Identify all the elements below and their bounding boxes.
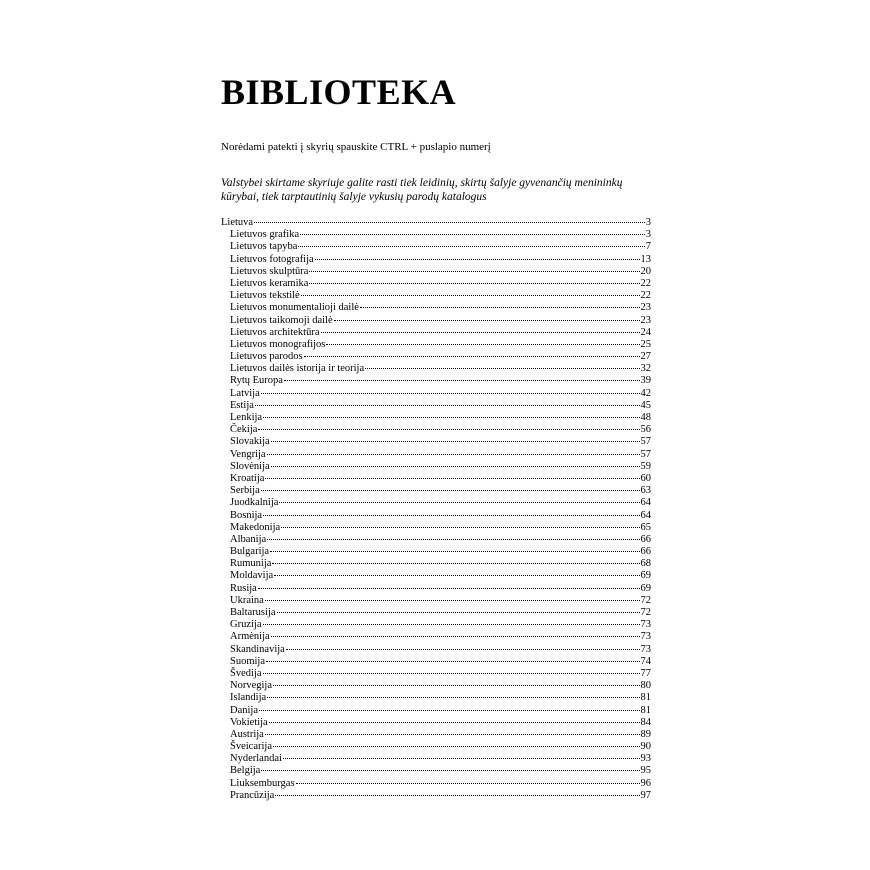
- toc-entry-page-number: 69: [640, 570, 651, 582]
- toc-entry-page-number: 60: [640, 472, 651, 484]
- toc-entry[interactable]: [221, 412, 651, 424]
- toc-entry-label: Slovakija: [230, 436, 270, 448]
- toc-entry[interactable]: [221, 241, 651, 253]
- toc-entry-page-number: 69: [640, 582, 651, 594]
- toc-dot-leader: [321, 332, 640, 333]
- toc-dot-leader: [267, 454, 640, 455]
- toc-entry-page-number: 89: [640, 728, 651, 740]
- toc-dot-leader: [265, 734, 640, 735]
- toc-entry[interactable]: [221, 705, 651, 717]
- toc-entry[interactable]: [221, 278, 651, 290]
- toc-entry-label: Lietuvos architektūra: [230, 326, 320, 338]
- toc-dot-leader: [300, 234, 645, 235]
- toc-entry-label: Lietuva: [221, 217, 254, 228]
- toc-entry-label: Lietuvos tapyba: [230, 241, 298, 253]
- toc-entry-page-number: 97: [640, 789, 651, 801]
- toc-entry-page-number: 73: [640, 643, 651, 655]
- toc-entry-page-number: 7: [645, 241, 651, 253]
- toc-entry[interactable]: [221, 217, 651, 229]
- toc-entry-label: Lietuvos dailės istorija ir teorija: [230, 363, 365, 375]
- toc-entry[interactable]: [221, 449, 651, 461]
- toc-entry-label: Latvija: [230, 387, 260, 399]
- toc-entry[interactable]: [221, 558, 651, 570]
- toc-dot-leader: [274, 575, 639, 576]
- toc-entry-page-number: 95: [640, 765, 651, 777]
- toc-entry-label: Austrija: [230, 728, 264, 740]
- toc-entry[interactable]: [221, 778, 651, 790]
- toc-entry-label: Norvegija: [230, 680, 272, 692]
- toc-dot-leader: [301, 295, 640, 296]
- toc-dot-leader: [272, 563, 639, 564]
- toc-entry[interactable]: [221, 315, 651, 327]
- toc-entry-page-number: 45: [640, 399, 651, 411]
- toc-entry-label: Ukraina: [230, 594, 264, 606]
- toc-dot-leader: [284, 380, 640, 381]
- toc-entry-page-number: 73: [640, 631, 651, 643]
- toc-entry-page-number: 48: [640, 412, 651, 423]
- toc-dot-leader: [271, 636, 640, 637]
- toc-entry[interactable]: [221, 534, 651, 546]
- toc-entry[interactable]: [221, 485, 651, 497]
- toc-entry-page-number: 59: [640, 460, 651, 472]
- toc-entry-page-number: 84: [640, 716, 651, 728]
- toc-dot-leader: [263, 417, 639, 418]
- toc-dot-leader: [296, 783, 640, 784]
- toc-entry-page-number: 56: [640, 424, 651, 436]
- toc-entry-label: Lietuvos monumentalioji dailė: [230, 302, 359, 314]
- toc-entry-label: Armėnija: [230, 631, 270, 643]
- toc-dot-leader: [267, 539, 639, 540]
- toc-dot-leader: [254, 222, 645, 223]
- toc-dot-leader: [263, 515, 639, 516]
- toc-entry-page-number: 81: [640, 692, 651, 704]
- toc-entry[interactable]: [221, 254, 651, 266]
- toc-dot-leader: [304, 356, 640, 357]
- toc-entry[interactable]: [221, 619, 651, 631]
- toc-entry-label: Lietuvos grafika: [230, 229, 300, 241]
- toc-entry[interactable]: [221, 424, 651, 436]
- toc-entry-label: Vengrija: [230, 448, 266, 460]
- toc-dot-leader: [259, 710, 640, 711]
- toc-entry-page-number: 90: [640, 741, 651, 753]
- toc-dot-leader: [267, 697, 639, 698]
- toc-entry-page-number: 32: [640, 363, 651, 375]
- toc-entry[interactable]: [221, 765, 651, 777]
- toc-entry-label: Islandija: [230, 692, 267, 704]
- toc-dot-leader: [266, 661, 639, 662]
- toc-entry[interactable]: [221, 375, 651, 387]
- toc-entry[interactable]: [221, 668, 651, 680]
- toc-entry-page-number: 72: [640, 594, 651, 606]
- toc-entry-label: Lietuvos fotografija: [230, 253, 314, 265]
- toc-entry-page-number: 66: [640, 533, 651, 545]
- toc-dot-leader: [265, 478, 639, 479]
- toc-entry-label: Prancūzija: [230, 789, 275, 801]
- toc-dot-leader: [258, 429, 639, 430]
- toc-entry-page-number: 39: [640, 375, 651, 387]
- toc-entry[interactable]: [221, 522, 651, 534]
- page-title: BIBLIOTEKA: [221, 72, 457, 112]
- toc-dot-leader: [281, 527, 639, 528]
- toc-entry-page-number: 96: [640, 777, 651, 789]
- toc-entry-page-number: 13: [640, 253, 651, 265]
- toc-entry-label: Bulgarija: [230, 546, 270, 558]
- toc-dot-leader: [269, 722, 640, 723]
- toc-entry-label: Nyderlandai: [230, 753, 282, 765]
- toc-entry-label: Lietuvos skulptūra: [230, 265, 309, 277]
- toc-dot-leader: [258, 588, 640, 589]
- toc-entry-label: Vokietija: [230, 716, 268, 728]
- toc-entry-label: Čekija: [230, 424, 258, 436]
- toc-entry-label: Rumunija: [230, 558, 272, 570]
- table-of-contents: [221, 217, 651, 802]
- toc-entry-page-number: 72: [640, 607, 651, 618]
- toc-entry-page-number: 22: [640, 277, 651, 289]
- toc-entry[interactable]: [221, 461, 651, 473]
- toc-dot-leader: [275, 795, 639, 796]
- toc-dot-leader: [265, 600, 640, 601]
- toc-entry-label: Juodkalnija: [230, 497, 279, 509]
- toc-dot-leader: [309, 283, 639, 284]
- toc-entry-page-number: 57: [640, 436, 651, 448]
- intro-paragraph: Valstybei skirtame skyriuje galite rasti tiek leidinių, skirtų šalyje gyvenančių menininkų kūrybai, tiek tarptautinių šalyje vykusių parodų katalogus: [221, 177, 623, 203]
- toc-entry-label: Lietuvos tekstilė: [230, 290, 300, 302]
- toc-entry[interactable]: [221, 327, 651, 339]
- toc-entry-label: Lietuvos parodos: [230, 351, 303, 363]
- toc-entry-page-number: 81: [640, 704, 651, 716]
- toc-entry-page-number: 65: [640, 521, 651, 533]
- toc-entry-page-number: 22: [640, 290, 651, 302]
- toc-entry[interactable]: [221, 692, 651, 704]
- toc-entry-label: Lietuvos monografijos: [230, 338, 326, 350]
- toc-entry[interactable]: [221, 290, 651, 302]
- toc-entry-label: Skandinavija: [230, 643, 285, 655]
- toc-dot-leader: [334, 320, 640, 321]
- toc-entry[interactable]: [221, 302, 651, 314]
- toc-entry[interactable]: [221, 388, 651, 400]
- toc-entry-label: Gruzija: [230, 619, 262, 631]
- toc-dot-leader: [298, 246, 644, 247]
- toc-entry-page-number: 20: [640, 265, 651, 277]
- toc-entry-label: Lietuvos keramika: [230, 277, 309, 289]
- toc-entry-label: Moldavija: [230, 570, 274, 582]
- toc-entry-page-number: 23: [640, 314, 651, 326]
- toc-entry-page-number: 77: [640, 667, 651, 679]
- toc-entry[interactable]: [221, 607, 651, 619]
- toc-entry-label: Belgija: [230, 765, 261, 777]
- toc-entry-label: Rusija: [230, 582, 257, 594]
- toc-entry[interactable]: [221, 753, 651, 765]
- toc-entry-label: Šveicarija: [230, 741, 272, 753]
- toc-entry-page-number: 42: [640, 387, 651, 399]
- toc-entry-page-number: 80: [640, 680, 651, 692]
- toc-dot-leader: [273, 746, 640, 747]
- toc-dot-leader: [255, 405, 640, 406]
- toc-dot-leader: [271, 466, 640, 467]
- toc-entry-label: Makedonija: [230, 521, 281, 533]
- toc-entry[interactable]: [221, 790, 651, 802]
- toc-entry[interactable]: [221, 351, 651, 363]
- toc-entry-page-number: 64: [640, 497, 651, 509]
- toc-entry[interactable]: [221, 729, 651, 741]
- toc-entry-label: Liuksemburgas: [230, 777, 295, 789]
- toc-entry[interactable]: [221, 400, 651, 412]
- toc-entry[interactable]: [221, 266, 651, 278]
- toc-entry[interactable]: [221, 510, 651, 522]
- toc-dot-leader: [263, 624, 640, 625]
- toc-dot-leader: [309, 271, 639, 272]
- toc-entry[interactable]: [221, 339, 651, 351]
- toc-dot-leader: [273, 685, 640, 686]
- toc-dot-leader: [271, 441, 640, 442]
- toc-dot-leader: [326, 344, 639, 345]
- toc-entry-label: Baltarusija: [230, 607, 276, 618]
- toc-entry[interactable]: [221, 595, 651, 607]
- toc-entry[interactable]: [221, 631, 651, 643]
- toc-entry[interactable]: [221, 644, 651, 656]
- toc-dot-leader: [279, 502, 639, 503]
- toc-entry-page-number: 27: [640, 351, 651, 363]
- toc-entry-label: Suomija: [230, 655, 266, 667]
- toc-entry-page-number: 57: [640, 448, 651, 460]
- toc-entry-label: Serbija: [230, 485, 260, 497]
- toc-dot-leader: [261, 393, 640, 394]
- toc-dot-leader: [360, 307, 640, 308]
- toc-entry-label: Bosnija: [230, 509, 263, 521]
- toc-entry-page-number: 74: [640, 655, 651, 667]
- toc-entry-page-number: 93: [640, 753, 651, 765]
- toc-entry[interactable]: [221, 436, 651, 448]
- toc-entry-label: Slovėnija: [230, 460, 270, 472]
- toc-dot-leader: [283, 758, 640, 759]
- toc-entry-label: Švedija: [230, 667, 262, 679]
- toc-entry-label: Albanija: [230, 533, 267, 545]
- toc-entry[interactable]: [221, 546, 651, 558]
- toc-entry-label: Danija: [230, 704, 258, 716]
- toc-entry[interactable]: [221, 656, 651, 668]
- toc-entry[interactable]: [221, 473, 651, 485]
- toc-entry[interactable]: [221, 229, 651, 241]
- toc-entry-page-number: 63: [640, 485, 651, 497]
- toc-dot-leader: [263, 673, 640, 674]
- toc-entry-page-number: 3: [645, 217, 651, 228]
- toc-dot-leader: [365, 368, 639, 369]
- toc-entry-page-number: 73: [640, 619, 651, 631]
- toc-dot-leader: [270, 551, 639, 552]
- toc-entry-page-number: 66: [640, 546, 651, 558]
- toc-entry[interactable]: [221, 497, 651, 509]
- toc-entry-page-number: 23: [640, 302, 651, 314]
- toc-entry[interactable]: [221, 741, 651, 753]
- navigation-instruction: Norėdami patekti į skyrių spauskite CTRL + puslapio numerį: [221, 141, 491, 153]
- toc-entry[interactable]: [221, 363, 651, 375]
- toc-entry-page-number: 64: [640, 509, 651, 521]
- toc-entry[interactable]: [221, 570, 651, 582]
- toc-entry[interactable]: [221, 717, 651, 729]
- toc-entry-label: Lenkija: [230, 412, 263, 423]
- toc-entry-page-number: 68: [640, 558, 651, 570]
- toc-dot-leader: [286, 649, 640, 650]
- toc-entry[interactable]: [221, 680, 651, 692]
- toc-entry-label: Lietuvos taikomoji dailė: [230, 314, 333, 326]
- toc-dot-leader: [261, 490, 640, 491]
- toc-entry-page-number: 25: [640, 338, 651, 350]
- toc-entry-page-number: 3: [645, 229, 651, 241]
- toc-entry-label: Kroatija: [230, 472, 265, 484]
- toc-dot-leader: [261, 770, 639, 771]
- toc-dot-leader: [277, 612, 640, 613]
- toc-dot-leader: [315, 259, 640, 260]
- toc-entry-label: Rytų Europa: [230, 375, 283, 387]
- toc-entry-page-number: 24: [640, 326, 651, 338]
- toc-entry[interactable]: [221, 583, 651, 595]
- toc-entry-label: Estija: [230, 399, 254, 411]
